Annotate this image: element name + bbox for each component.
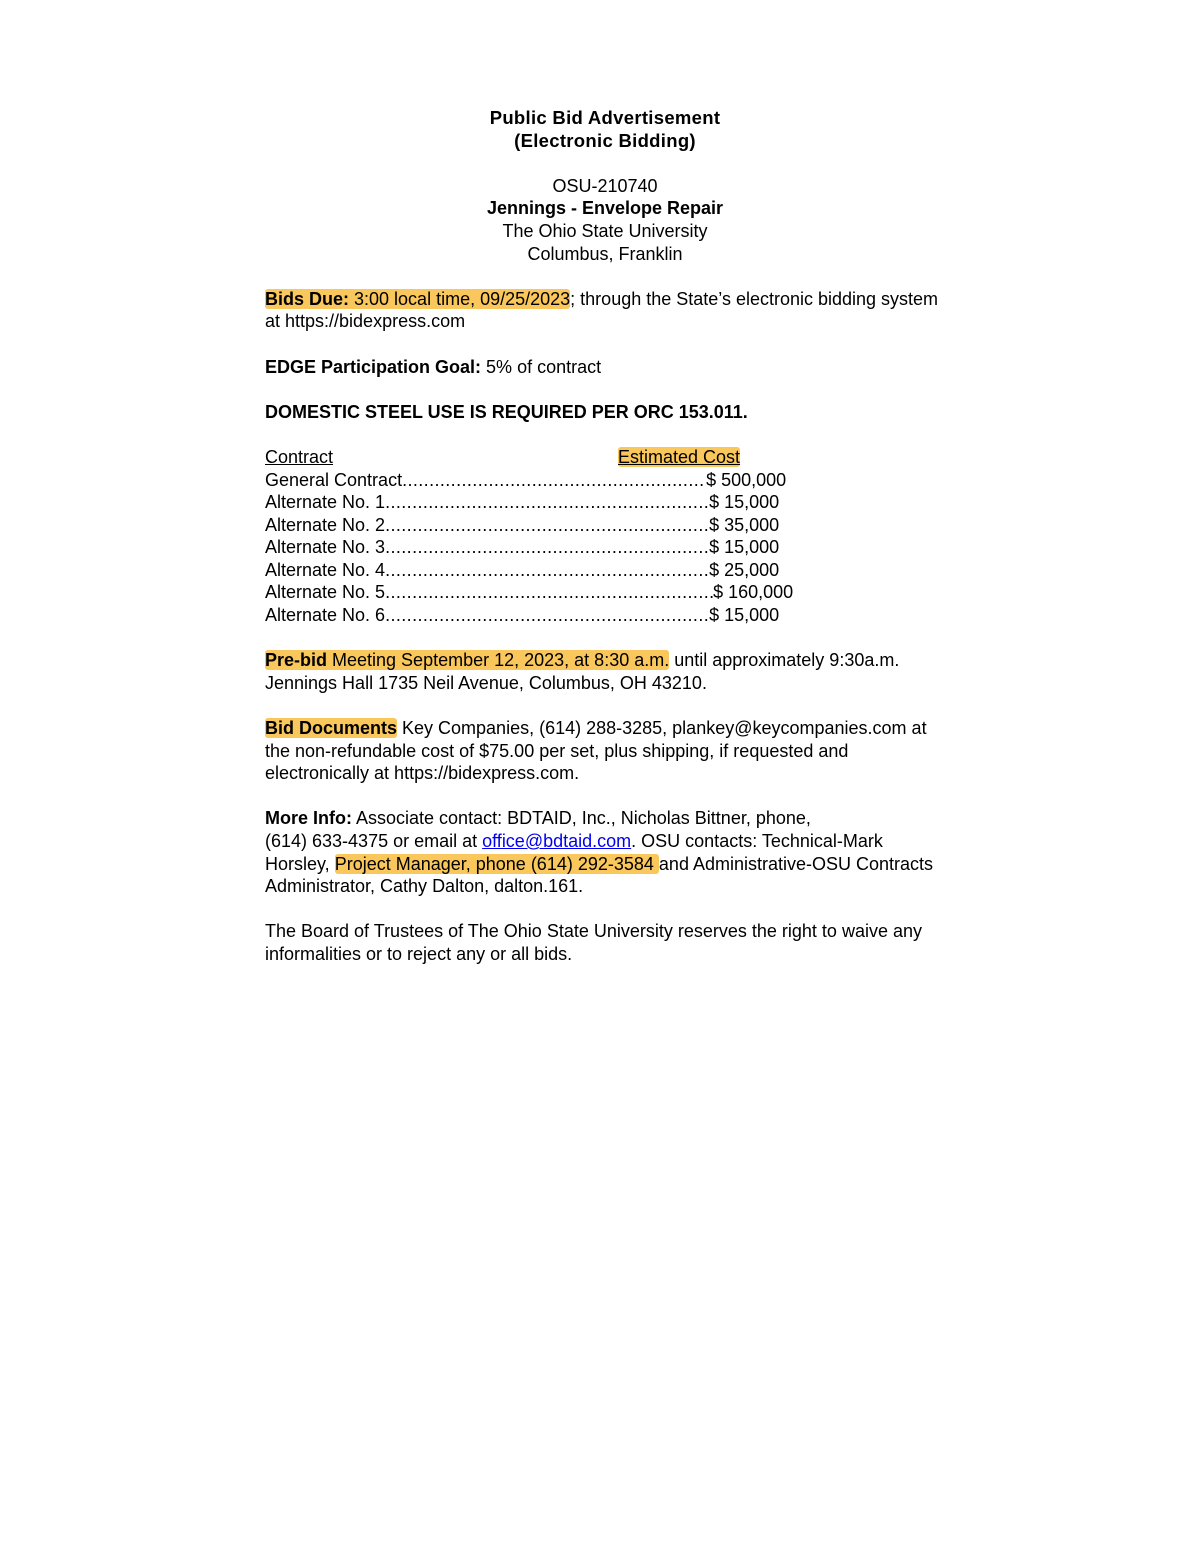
- bid-documents-paragraph: [265, 717, 945, 785]
- title-line-2: (Electronic Bidding): [514, 129, 696, 151]
- document-title: [265, 107, 945, 152]
- edge-value: 5% of contract: [481, 356, 602, 377]
- contract-row: [265, 469, 945, 492]
- bids-due-rest: ; through the State’s electronic bidding system at https://bidexpress.com: [265, 288, 939, 332]
- more-info-paragraph: [265, 807, 945, 897]
- more-info-text-1: Associate contact: BDTAID, Inc., Nicholas Bittner, phone,: [352, 808, 811, 829]
- contract-amount: $ 35,000: [709, 514, 780, 535]
- bids-due-value: 3:00 local time, 09/25/2023: [349, 288, 571, 309]
- bids-due-paragraph: [265, 288, 945, 333]
- contract-name: Alternate No. 4: [265, 559, 386, 580]
- contract-name: Alternate No. 1: [265, 492, 386, 513]
- project-block: [265, 175, 945, 265]
- more-info-text-3: . OSU contacts: Technical-Mark Horsley,: [265, 831, 883, 874]
- bid-documents-text: Key Companies, (614) 288-3285, plankey@keycompanies.com at the non-refundable cost of $75.00 per set, plus shipping, if requested and electronically at https://bidexpress.com.: [265, 718, 927, 784]
- contract-row: [265, 514, 945, 537]
- institution: The Ohio State University: [502, 220, 708, 241]
- contract-amount: $ 15,000: [709, 605, 780, 626]
- prebid-value: Meeting September 12, 2023, at 8:30 a.m.: [327, 650, 670, 671]
- prebid-rest: until approximately 9:30a.m. Jennings Hall 1735 Neil Avenue, Columbus, OH 43210.: [265, 650, 900, 693]
- contract-column-header: Contract: [265, 446, 334, 467]
- edge-label: EDGE Participation Goal:: [265, 356, 482, 377]
- cost-column-header: Estimated Cost: [618, 446, 741, 467]
- contract-table-header: [265, 446, 945, 469]
- title-line-1: Public Bid Advertisement: [489, 107, 721, 128]
- contract-amount: $ 15,000: [709, 492, 780, 513]
- project-number: OSU-210740: [552, 175, 658, 196]
- project-manager-highlight: Project Manager, phone (614) 292-3584: [334, 853, 659, 874]
- prebid-paragraph: [265, 649, 945, 694]
- contract-row: [265, 559, 945, 582]
- contract-row: [265, 581, 945, 604]
- project-location: Columbus, Franklin: [527, 243, 683, 264]
- more-info-text-4: and Administrative-OSU Contracts Administrator, Cathy Dalton, dalton.161.: [265, 853, 934, 897]
- contract-row: [265, 491, 945, 514]
- contract-amount: $ 160,000: [713, 582, 794, 603]
- bid-advertisement: [265, 107, 945, 966]
- email-link[interactable]: office@bdtaid.com: [482, 831, 632, 851]
- steel-notice: DOMESTIC STEEL USE IS REQUIRED PER ORC 153.011.: [265, 401, 748, 422]
- reservation-notice: The Board of Trustees of The Ohio State University reserves the right to waive any informalities or to reject any or all bids.: [265, 921, 922, 964]
- contract-amount: $ 15,000: [709, 537, 780, 558]
- prebid-label: Pre-bid: [265, 650, 328, 671]
- edge-goal: [265, 356, 945, 379]
- bids-due-label: Bids Due:: [265, 288, 350, 309]
- project-name: Jennings - Envelope Repair: [486, 198, 724, 219]
- contract-name: General Contract: [265, 469, 403, 490]
- more-info-text-2: (614) 633-4375 or email at: [265, 831, 483, 851]
- contract-name: Alternate No. 3: [265, 537, 386, 558]
- bid-documents-label: Bid Documents: [265, 718, 398, 739]
- contract-name: Alternate No. 2: [265, 514, 386, 535]
- contract-table: [265, 446, 945, 627]
- contract-name: Alternate No. 6: [265, 605, 386, 626]
- contract-row: [265, 536, 945, 559]
- contract-amount: $ 500,000: [706, 469, 787, 490]
- more-info-label: More Info:: [265, 808, 352, 829]
- contract-name: Alternate No. 5: [265, 582, 386, 603]
- contract-row: [265, 604, 945, 627]
- contract-amount: $ 25,000: [709, 559, 780, 580]
